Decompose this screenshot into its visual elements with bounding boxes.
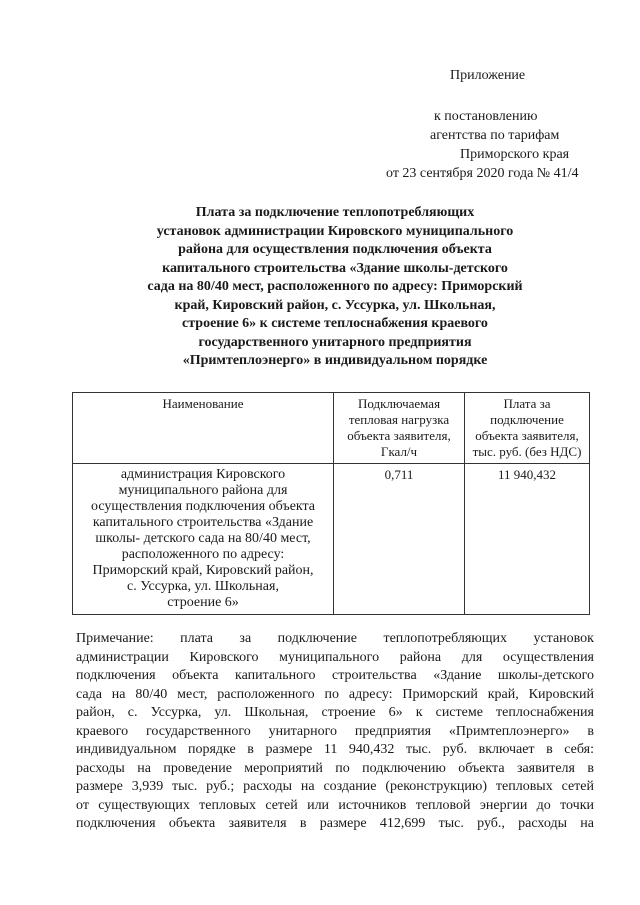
- decree-line: к постановлению: [434, 109, 538, 124]
- heat-load-cell: 0,711: [334, 464, 465, 615]
- note-line: расходы на проведение мероприятий по подключению объекта заявителя в: [76, 760, 594, 776]
- decree-date-line: от 23 сентября 2020 года № 41/4: [386, 166, 579, 181]
- note-line: подключения объекта заявителя в размере 412,699 тыс. руб., расходы на: [76, 816, 594, 831]
- table-row: [73, 464, 590, 615]
- title-line: района для осуществления подключения объекта: [178, 242, 492, 257]
- title-line: государственного унитарного предприятия: [198, 334, 472, 350]
- note-line: от существующих тепловых сетей или источников тепловой энергии до точки: [76, 797, 594, 813]
- title-line: строение 6» к системе теплоснабжения краевого: [182, 316, 488, 331]
- appendix-label: Приложение: [450, 68, 526, 83]
- header-fee: Плата за подключение объекта заявителя, тыс. руб. (без НДС): [465, 393, 590, 464]
- document-title: [100, 204, 570, 371]
- note-paragraph: [76, 630, 594, 834]
- title-line: Плата за подключение теплопотребляющих: [195, 205, 475, 220]
- header-load: Подключаемая тепловая нагрузка объекта заявителя, Гкал/ч: [334, 393, 465, 464]
- connection-fee-cell: 11 940,432: [465, 464, 590, 615]
- header-name: Наименование: [73, 393, 334, 464]
- title-line: установок администрации Кировского муниципального: [156, 223, 514, 239]
- title-line: капитального строительства «Здание школы-детского: [162, 260, 508, 276]
- note-line: администрации Кировского муниципального района для осуществления: [76, 649, 594, 665]
- decree-line: Приморского края: [460, 147, 570, 162]
- decree-line: агентства по тарифам: [430, 128, 560, 143]
- applicant-name-cell: администрация Кировского муниципального района для осуществления подключения объекта капитального строительства «Здание школы- детского сада на 80/40 мест, расположенного по адресу: Приморский край, Кировский район, с. Уссурка, ул. Школьная, строение 6»: [73, 464, 334, 615]
- title-line: «Примтеплоэнерго» в индивидуальном порядке: [182, 353, 488, 368]
- note-line: сада на 80/40 мест, расположенного по адресу: Приморский край, Кировский: [76, 686, 594, 702]
- title-line: край, Кировский район, с. Уссурка, ул. Школьная,: [174, 297, 496, 313]
- tariff-table: [72, 392, 590, 615]
- note-line: район, с. Уссурка, ул. Школьная, строение 6» к системе теплоснабжения: [76, 705, 594, 720]
- note-line: индивидуальном порядке в размере 11 940,432 тыс. руб. включает в себя:: [76, 742, 594, 757]
- note-line: Примечание: плата за подключение теплопотребляющих установок: [76, 631, 594, 646]
- decree-reference: [350, 107, 595, 183]
- table-header-row: [73, 393, 590, 464]
- note-line: краевого государственного унитарного предприятия «Примтеплоэнерго» в: [76, 723, 594, 739]
- note-line: размере 3,939 тыс. руб.; расходы на создание (реконструкцию) тепловых сетей: [76, 779, 594, 794]
- note-line: подключения объекта капитального строительства «Здание школы-детского: [76, 668, 594, 683]
- title-line: сада на 80/40 мест, расположенного по адресу: Приморский: [147, 279, 523, 294]
